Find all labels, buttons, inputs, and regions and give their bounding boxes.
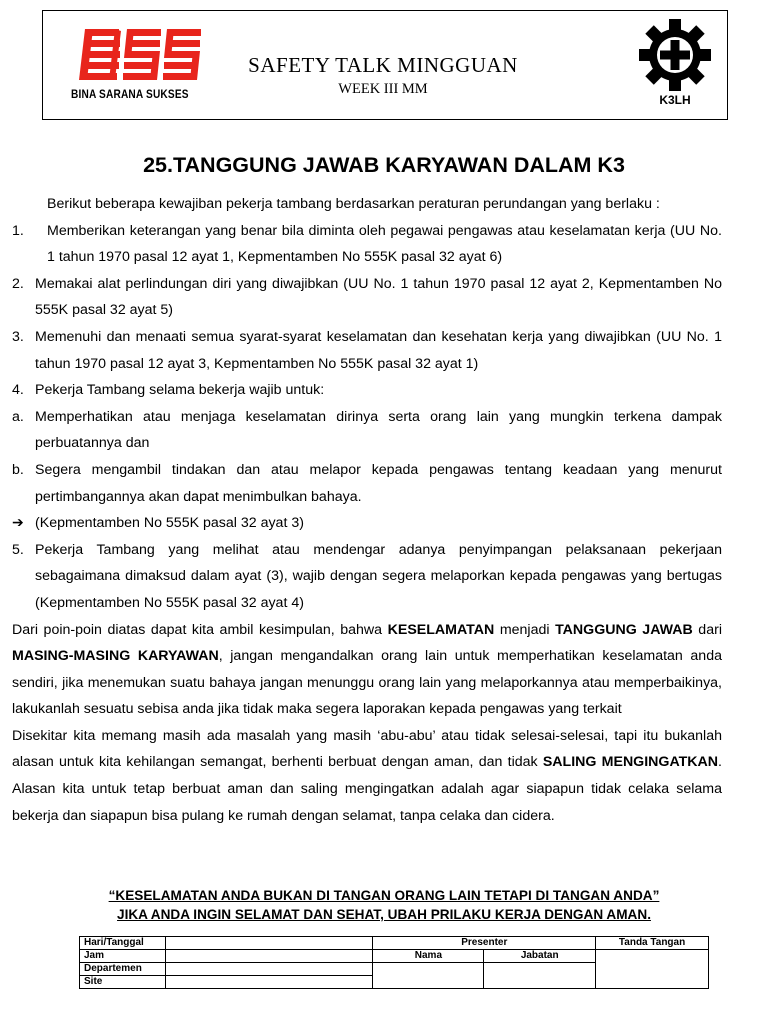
list-item [12, 537, 722, 617]
gear-cross-icon [635, 19, 715, 91]
k3lh-label: K3LH [659, 93, 691, 107]
arrow-icon: ➔ [12, 515, 24, 532]
list-marker: 3. [12, 328, 24, 345]
list-marker: 5. [12, 541, 24, 558]
company-name: BINA SARANA SUKSES [71, 89, 189, 101]
list-item [12, 404, 722, 457]
signature-cell[interactable] [596, 950, 709, 989]
list-marker: 2. [12, 275, 24, 292]
conclusion-paragraph-2: Disekitar kita memang masih ada masalah yang masih ‘abu-abu’ atau tidak selesai-selesai, tapi itu bukanlah alasan untuk kita kehilangan semangat, berhenti berbuat dengan aman, dan tidak SALING MENGINGATKAN. Alasan kita untuk tetap berbuat aman dan saling mengingatkan adalah agar siapapun tidak celaka selama bekerja dan siapapun bisa pulang ke rumah dengan selamat, tanpa celaka dan cidera. [12, 727, 722, 824]
document-title: 25.TANGGUNG JAWAB KARYAWAN DALAM K3 [143, 153, 625, 177]
list-item-text: Pekerja Tambang selama bekerja wajib untuk: [35, 382, 325, 399]
bss-logo-mark [79, 27, 203, 85]
conclusion-paragraph-1: Dari poin-poin diatas dapat kita ambil kesimpulan, bahwa KESELAMATAN menjadi TANGGUNG JAWAB dari MASING-MASING KARYAWAN, jangan mengandalkan orang lain untuk memperhatikan keselamatan anda sendiri, jika menemukan suatu bahaya jangan menunggu orang lain yang melaporkannya atau memperbaikinya, lakukanlah sesuatu sebisa anda jika tidak maka segera laporakan kepada pengawas yang terkait [12, 621, 722, 718]
department-cell[interactable] [165, 963, 373, 976]
list-item [12, 510, 722, 537]
list-item-text: Memperhatikan atau menjaga keselamatan dirinya serta orang lain yang mungkin terkena dampak perbuatannya dan [35, 408, 722, 452]
time-cell[interactable] [165, 950, 373, 963]
list-marker: b. [12, 461, 24, 478]
table-row [80, 937, 709, 950]
presenter-name-cell[interactable] [373, 963, 484, 989]
list-item-text: (Kepmentamben No 555K pasal 32 ayat 3) [35, 515, 304, 532]
list-item [12, 271, 722, 324]
list-marker: 1. [12, 222, 24, 239]
intro-text: Berikut beberapa kewajiban pekerja tambang berdasarkan peraturan perundangan yang berlaku : [47, 196, 660, 212]
document-body [12, 191, 722, 829]
presenter-header: Presenter [373, 937, 596, 950]
presenter-position-cell[interactable] [484, 963, 596, 989]
list-item-text: Memenuhi dan menaati semua syarat-syarat keselamatan dan kesehatan kerja yang diwajibkan (UU No. 1 tahun 1970 pasal 12 ayat 3, Kepmentamben No 555K pasal 32 ayat 1) [35, 328, 722, 372]
bss-logo [71, 27, 211, 105]
list-item-text: Segera mengambil tindakan dan atau melapor kepada pengawas tentang keadaan yang menurut pertimbangannya akan dapat menimbulkan bahaya. [35, 461, 722, 505]
list-item [12, 218, 722, 271]
header-title: SAFETY TALK MINGGUAN [248, 53, 518, 77]
date-cell[interactable] [165, 937, 373, 950]
list-item-text: Memberikan keterangan yang benar bila diminta oleh pegawai pengawas atau keselamatan kerja (UU No. 1 tahun 1970 pasal 12 ayat 1, Kepmentamben No 555K pasal 32 ayat 6) [47, 222, 722, 266]
list-marker: 4. [12, 382, 24, 399]
document-header [42, 10, 728, 120]
quote-line-1: “KESELAMATAN ANDA BUKAN DI TANGAN ORANG LAIN TETAPI DI TANGAN ANDA” [108, 888, 660, 903]
k3lh-logo [635, 19, 715, 113]
safety-quote [0, 886, 768, 924]
list-item [12, 377, 722, 404]
list-marker: a. [12, 408, 24, 425]
site-cell[interactable] [165, 976, 373, 989]
row-label: Departemen [80, 963, 166, 976]
name-header: Nama [373, 950, 484, 963]
quote-line-2: JIKA ANDA INGIN SELAMAT DAN SEHAT, UBAH PRILAKU KERJA DENGAN AMAN. [117, 907, 651, 922]
signature-table [79, 936, 709, 989]
signature-header: Tanda Tangan [596, 937, 709, 950]
list-item-text: Memakai alat perlindungan diri yang diwajibkan (UU No. 1 tahun 1970 pasal 12 ayat 2, Kepmentamben No 555K pasal 32 ayat 5) [35, 275, 722, 319]
header-subtitle: WEEK III MM [338, 81, 428, 97]
list-item [12, 457, 722, 510]
position-header: Jabatan [484, 950, 596, 963]
row-label: Site [80, 976, 166, 989]
row-label: Jam [80, 950, 166, 963]
list-item [12, 324, 722, 377]
table-row [80, 950, 709, 963]
list-item-text: Pekerja Tambang yang melihat atau mendengar adanya penyimpangan pelaksanaan pekerjaan sebagaimana dimaksud dalam ayat (3), wajib dengan segera melaporkan kepada pengawas yang bertugas (Kepmentamben No 555K pasal 32 ayat 4) [35, 541, 722, 611]
row-label: Hari/Tanggal [80, 937, 166, 950]
